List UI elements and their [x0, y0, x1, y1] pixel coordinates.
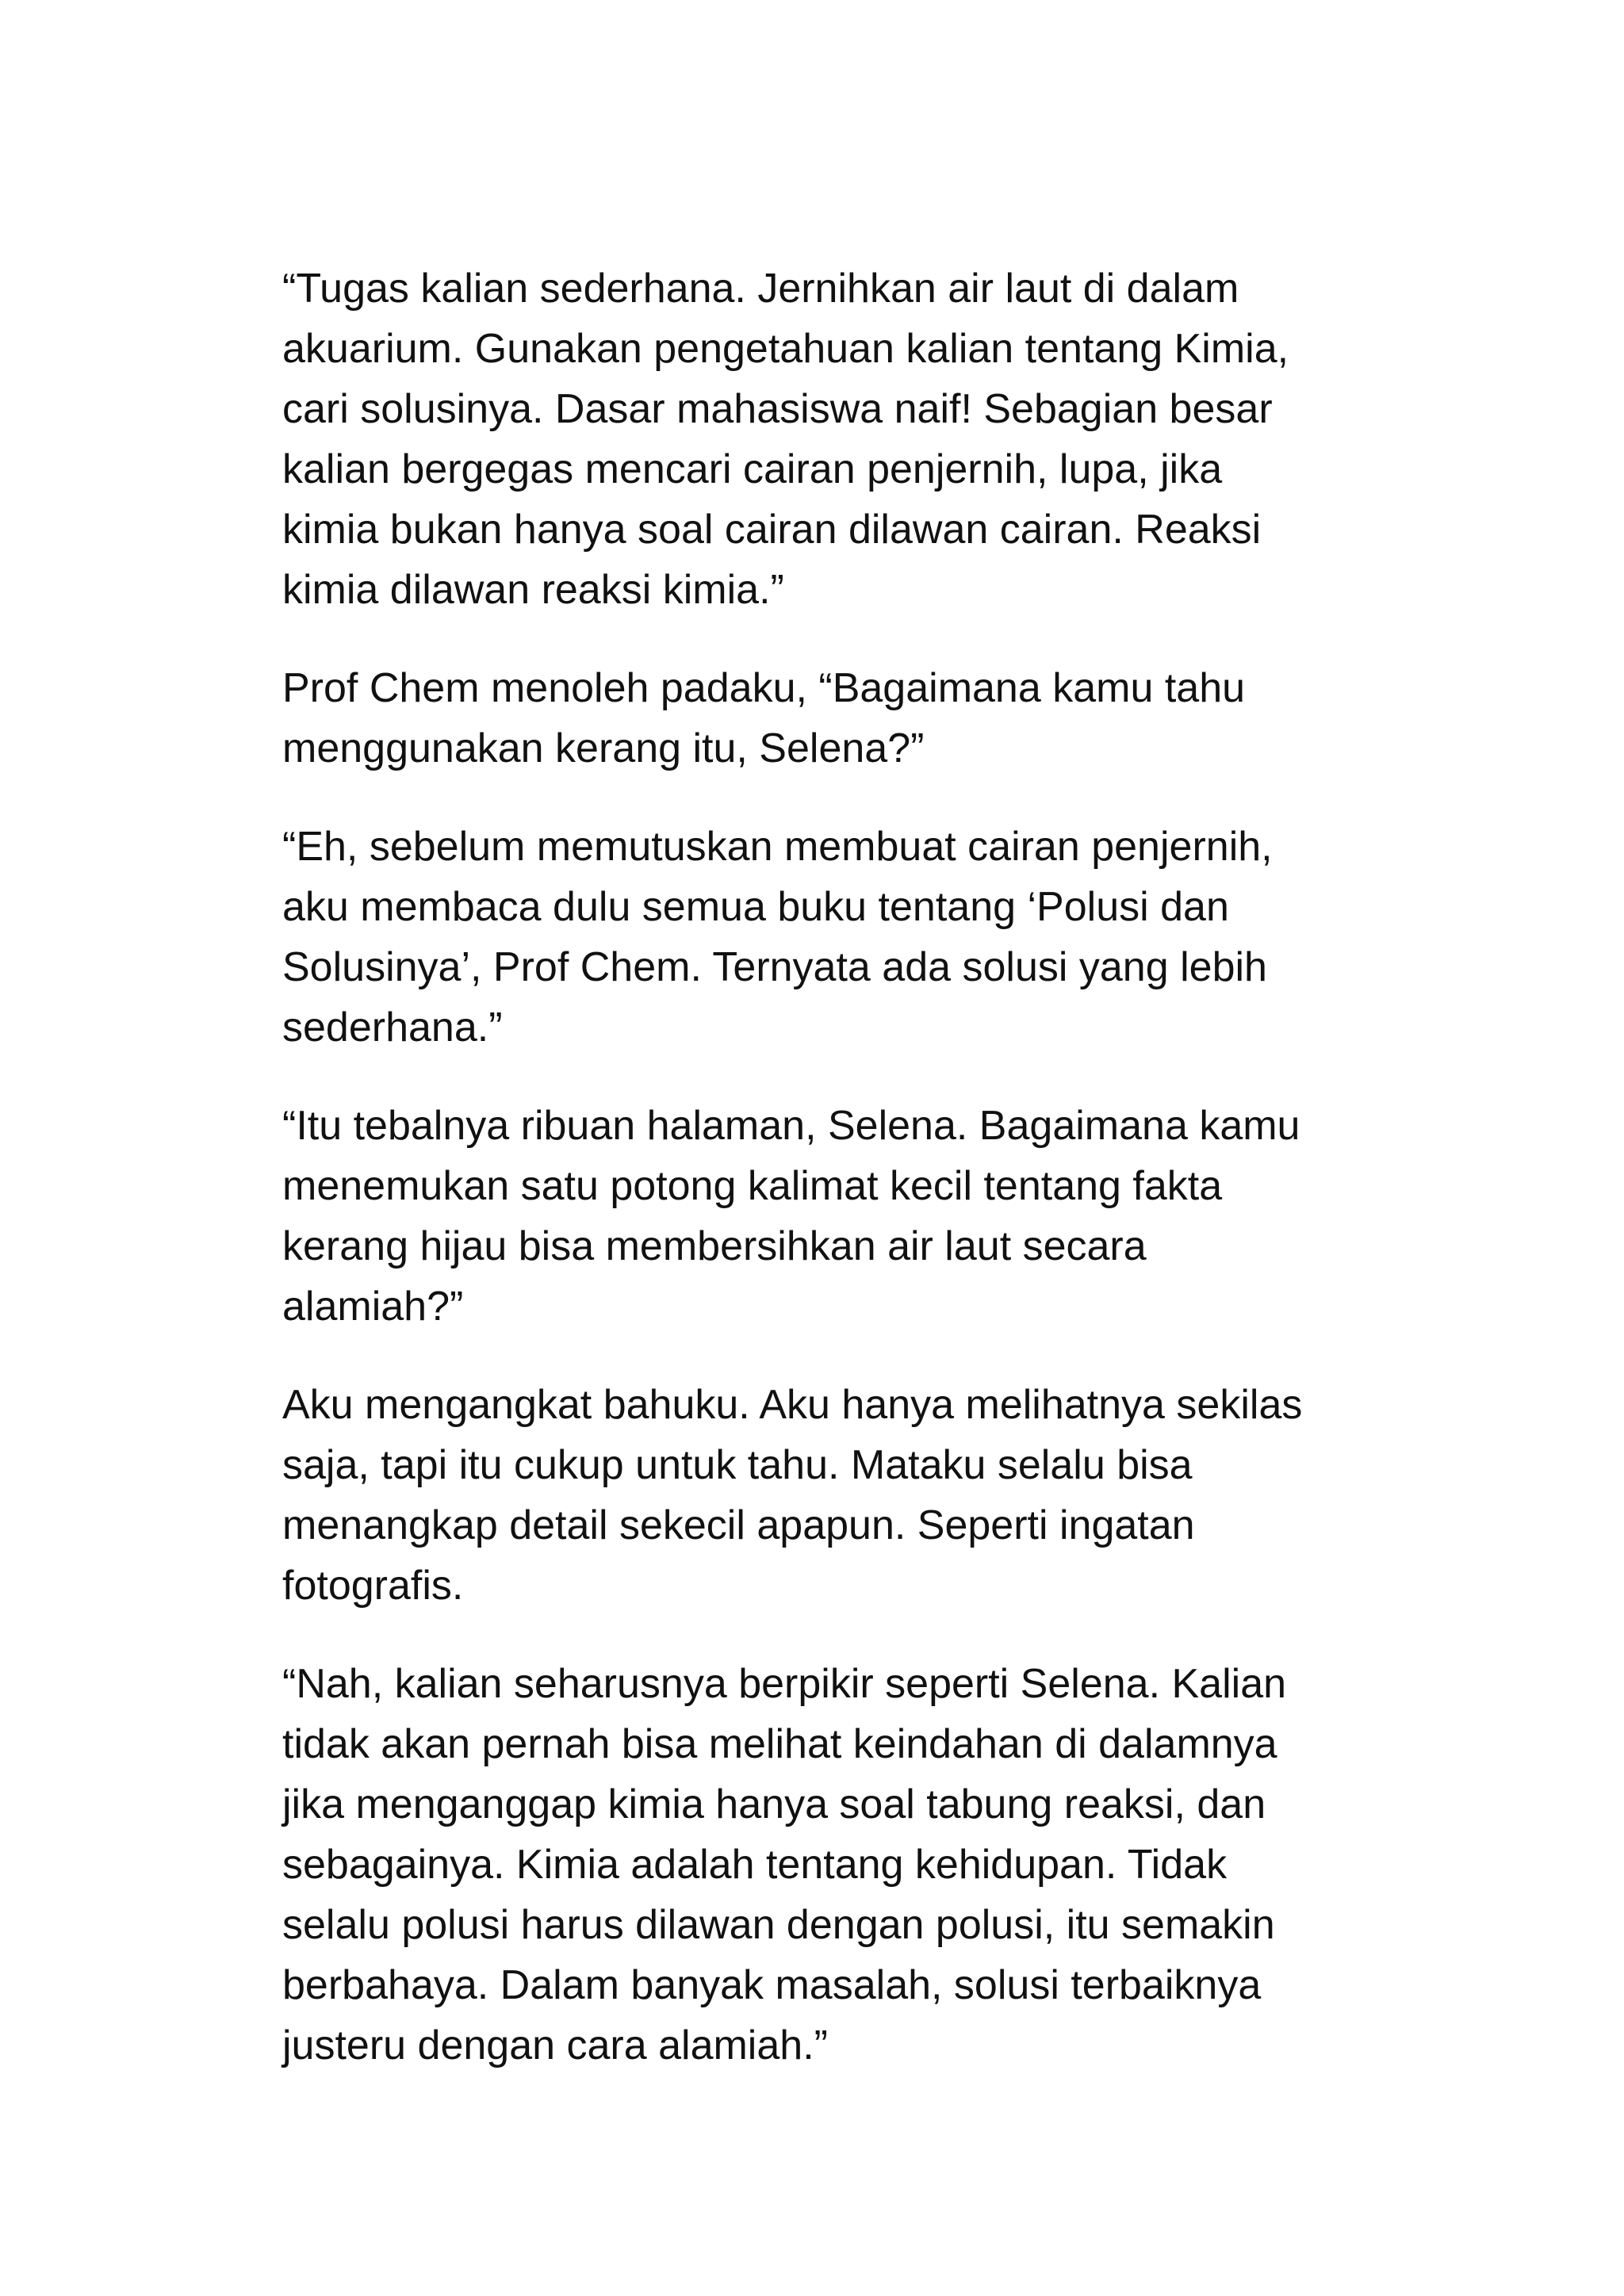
text-line: “Itu tebalnya ribuan halaman, Selena. Bagaimana kamu — [282, 1103, 1300, 1149]
text-line: kimia bukan hanya soal cairan dilawan cairan. Reaksi — [282, 507, 1262, 553]
text-line: menangkap detail sekecil apapun. Seperti ingatan — [282, 1502, 1195, 1548]
text-line: Prof Chem menoleh padaku, “Bagaimana kamu tahu — [282, 665, 1246, 711]
text-line: selalu polusi harus dilawan dengan polusi, itu semakin — [282, 1902, 1275, 1948]
text-line: sederhana.” — [282, 1004, 503, 1050]
paragraph-1 — [282, 258, 1345, 620]
paragraph-6 — [282, 1654, 1345, 2076]
text-line: menemukan satu potong kalimat kecil tentang fakta — [282, 1163, 1223, 1209]
text-line: sebagainya. Kimia adalah tentang kehidupan. Tidak — [282, 1842, 1228, 1888]
text-line: jika menganggap kimia hanya soal tabung reaksi, dan — [282, 1781, 1266, 1827]
text-line: fotografis. — [282, 1563, 464, 1609]
text-line: alamiah?” — [282, 1284, 464, 1330]
paragraph-4 — [282, 1096, 1345, 1337]
text-line: menggunakan kerang itu, Selena?” — [282, 725, 925, 771]
text-line: justeru dengan cara alamiah.” — [282, 2022, 828, 2068]
text-line: cari solusinya. Dasar mahasiswa naif! Sebagian besar — [282, 386, 1273, 432]
paragraph-2 — [282, 658, 1345, 779]
text-line: kimia dilawan reaksi kimia.” — [282, 567, 784, 613]
paragraph-5 — [282, 1375, 1345, 1616]
text-line: saja, tapi itu cukup untuk tahu. Mataku selalu bisa — [282, 1442, 1193, 1488]
text-line: kerang hijau bisa membersihkan air laut secara — [282, 1223, 1147, 1269]
text-line: aku membaca dulu semua buku tentang ‘Polusi dan — [282, 884, 1229, 930]
text-line: berbahaya. Dalam banyak masalah, solusi terbaiknya — [282, 1962, 1262, 2008]
text-line: “Nah, kalian seharusnya berpikir seperti Selena. Kalian — [282, 1661, 1287, 1707]
body-text — [282, 258, 1345, 2114]
text-line: “Tugas kalian sederhana. Jernihkan air laut di dalam — [282, 266, 1239, 312]
text-line: Aku mengangkat bahuku. Aku hanya melihatnya sekilas — [282, 1382, 1303, 1428]
text-line: “Eh, sebelum memutuskan membuat cairan penjernih, — [282, 824, 1273, 870]
text-line: tidak akan pernah bisa melihat keindahan di dalamnya — [282, 1721, 1277, 1767]
text-line: akuarium. Gunakan pengetahuan kalian tentang Kimia, — [282, 326, 1289, 372]
text-line: Solusinya’, Prof Chem. Ternyata ada solusi yang lebih — [282, 944, 1267, 990]
text-line: kalian bergegas mencari cairan penjernih, lupa, jika — [282, 446, 1223, 492]
paragraph-3 — [282, 817, 1345, 1058]
